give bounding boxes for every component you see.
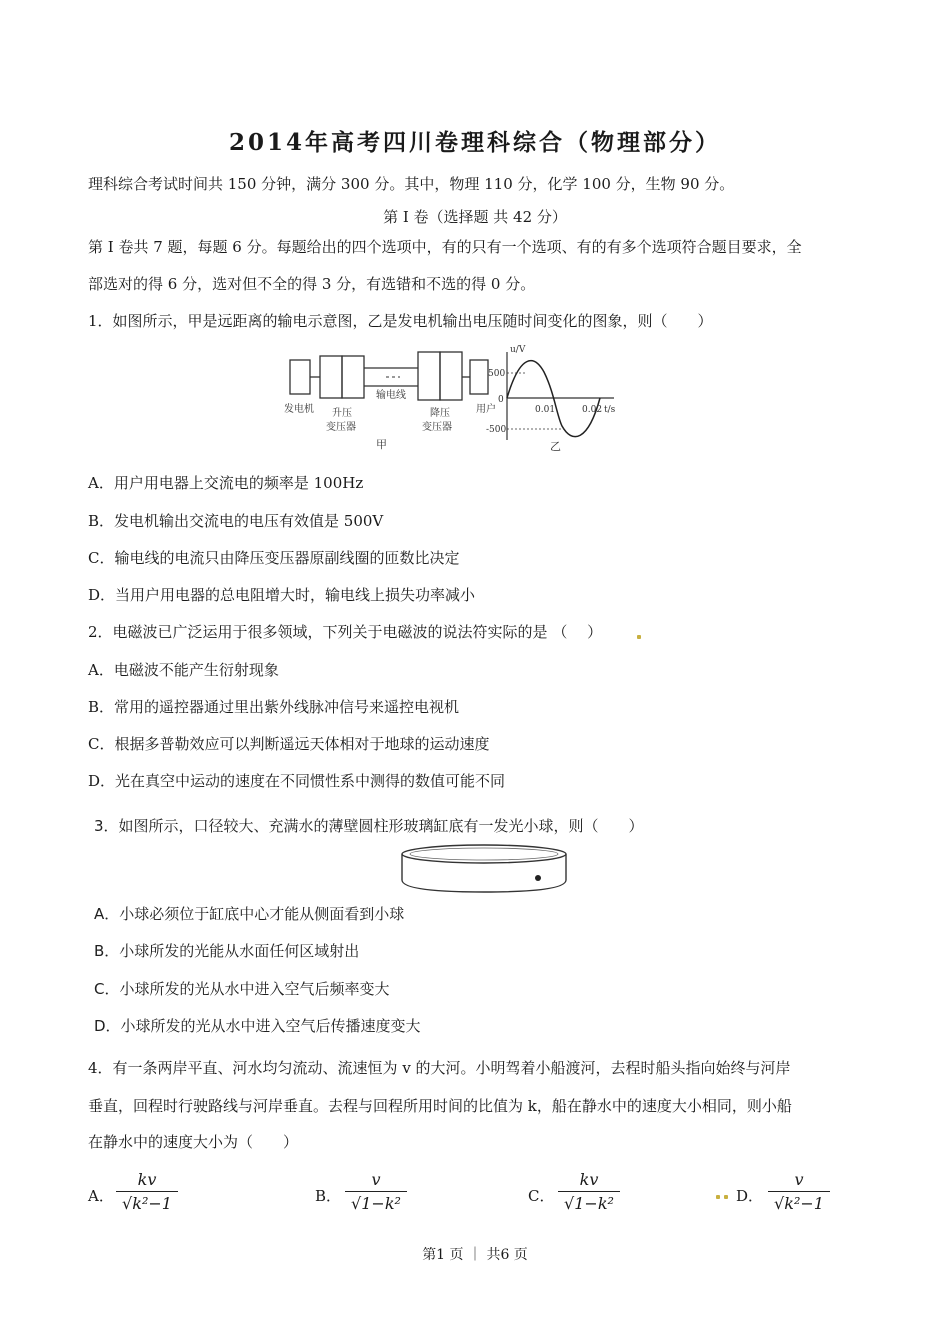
figure-right-caption: 乙	[550, 440, 561, 453]
tank-inner-rim	[410, 848, 558, 860]
q4-option-c-fraction	[558, 1170, 620, 1213]
q2-stem: 2．电磁波已广泛运用于很多领域，下列关于电磁波的说法符实际的是 （ ）	[88, 623, 603, 641]
q2-option-c: C．根据多普勒效应可以判断遥远天体相对于地球的运动速度	[88, 735, 490, 753]
q4-option-d-label: D．	[736, 1187, 764, 1205]
exam-intro: 理科综合考试时间共 150 分钟，满分 300 分。其中，物理 110 分，化学 100 分，生物 90 分。	[88, 175, 735, 193]
q4-option-a-label: A．	[88, 1187, 114, 1205]
step-down-label-1: 降压	[430, 408, 450, 419]
light-ball	[535, 875, 541, 881]
q3-stem: 3．如图所示，口径较大、充满水的薄壁圆柱形玻璃缸底有一发光小球，则（ ）	[94, 817, 644, 835]
scan-artifact-mark	[724, 1195, 728, 1199]
step-down-transformer-primary	[418, 352, 440, 400]
step-down-transformer-secondary	[440, 352, 462, 400]
q3-figure-glass-tank	[396, 840, 572, 900]
q4-option-b-denominator: √1−k²	[351, 1194, 401, 1213]
q4-option-b-numerator: v	[371, 1170, 381, 1189]
step-down-label-2: 变压器	[422, 422, 452, 433]
q4-option-a-fraction	[116, 1170, 178, 1213]
tank-bottom	[402, 880, 566, 892]
instructions-line-2: 部选对的得 6 分，选对但不全的得 3 分，有选错和不选的得 0 分。	[88, 275, 536, 293]
u-neg-label: -500	[486, 425, 507, 435]
q4-option-d-numerator: v	[794, 1170, 804, 1189]
line-label: 输电线	[376, 390, 406, 401]
q3-option-b: B．小球所发的光能从水面任何区域射出	[94, 942, 360, 960]
scan-artifact-mark	[637, 635, 641, 639]
t-tick-1: 0.01	[535, 405, 556, 415]
page-title: 2014年高考四川卷理科综合（物理部分）	[228, 129, 721, 156]
instructions-line-1: 第 I 卷共 7 题，每题 6 分。每题给出的四个选项中，有的只有一个选项、有的有多个选项符合题目要求，全	[88, 238, 802, 256]
q1-figure	[282, 340, 622, 456]
q1-option-b: B．发电机输出交流电的电压有效值是 500V	[88, 512, 384, 530]
step-up-transformer-secondary	[342, 356, 364, 398]
q1-option-d: D．当用户用电器的总电阻增大时，输电线上损失功率减小	[88, 586, 476, 604]
u-pos-label: 500	[488, 369, 506, 379]
step-up-transformer-primary	[320, 356, 342, 398]
q4-option-d-fraction	[768, 1170, 830, 1213]
step-up-label-1: 升压	[332, 408, 352, 419]
q4-option-d-denominator: √k²−1	[774, 1194, 824, 1213]
q4-stem-line-2: 垂直，回程时行驶路线与河岸垂直。去程与回程所用时间的比值为 k，船在静水中的速度大小相同，则小船	[88, 1097, 792, 1115]
q4-stem-line-3: 在静水中的速度大小为（ ）	[88, 1133, 299, 1151]
scan-artifact-mark	[716, 1195, 720, 1199]
q3-option-d: D．小球所发的光从水中进入空气后传播速度变大	[94, 1017, 421, 1035]
q2-option-a: A．电磁波不能产生衍射现象	[88, 661, 279, 679]
q4-option-a-numerator: kv	[137, 1170, 157, 1189]
user-label: 用户	[476, 404, 496, 415]
q4-option-c-denominator: √1−k²	[564, 1194, 614, 1213]
q4-option-b-fraction	[345, 1170, 407, 1213]
generator-label: 发电机	[284, 404, 314, 415]
q4-option-c-numerator: kv	[579, 1170, 599, 1189]
q4-option-b-label: B．	[315, 1187, 342, 1205]
voltage-curve	[507, 361, 603, 437]
origin-label: 0	[498, 395, 504, 405]
q2-option-d: D．光在真空中运动的速度在不同惯性系中测得的数值可能不同	[88, 772, 506, 790]
figure-left-caption: 甲	[376, 438, 387, 451]
q4-stem-line-1: 4．有一条两岸平直、河水均匀流动、流速恒为 v 的大河。小明驾着小船渡河，去程时船头指向始终与河岸	[88, 1059, 791, 1077]
q4-option-a-denominator: √k²−1	[122, 1194, 172, 1213]
t-axis-label: t/s	[604, 405, 616, 415]
q1-option-a: A．用户用电器上交流电的频率是 100Hz	[88, 474, 364, 492]
t-tick-2: 0.02	[582, 405, 603, 415]
q4-option-c-label: C．	[528, 1187, 555, 1205]
page-footer: 第1 页 ｜ 共6 页	[422, 1247, 528, 1263]
step-up-label-2: 变压器	[326, 422, 356, 433]
q3-option-c: C．小球所发的光从水中进入空气后频率变大	[94, 980, 390, 998]
user-load-box	[470, 360, 488, 394]
q1-stem: 1．如图所示，甲是远距离的输电示意图，乙是发电机输出电压随时间变化的图象，则（ ）	[88, 312, 713, 330]
section-heading: 第 I 卷（选择题 共 42 分）	[383, 208, 567, 226]
generator-box	[290, 360, 310, 394]
u-axis-label: u/V	[510, 345, 526, 355]
q3-option-a: A．小球必须位于缸底中心才能从侧面看到小球	[94, 905, 405, 923]
q2-option-b: B．常用的遥控器通过里出紫外线脉冲信号来遥控电视机	[88, 698, 460, 716]
q1-option-c: C．输电线的电流只由降压变压器原副线圈的匝数比决定	[88, 549, 460, 567]
